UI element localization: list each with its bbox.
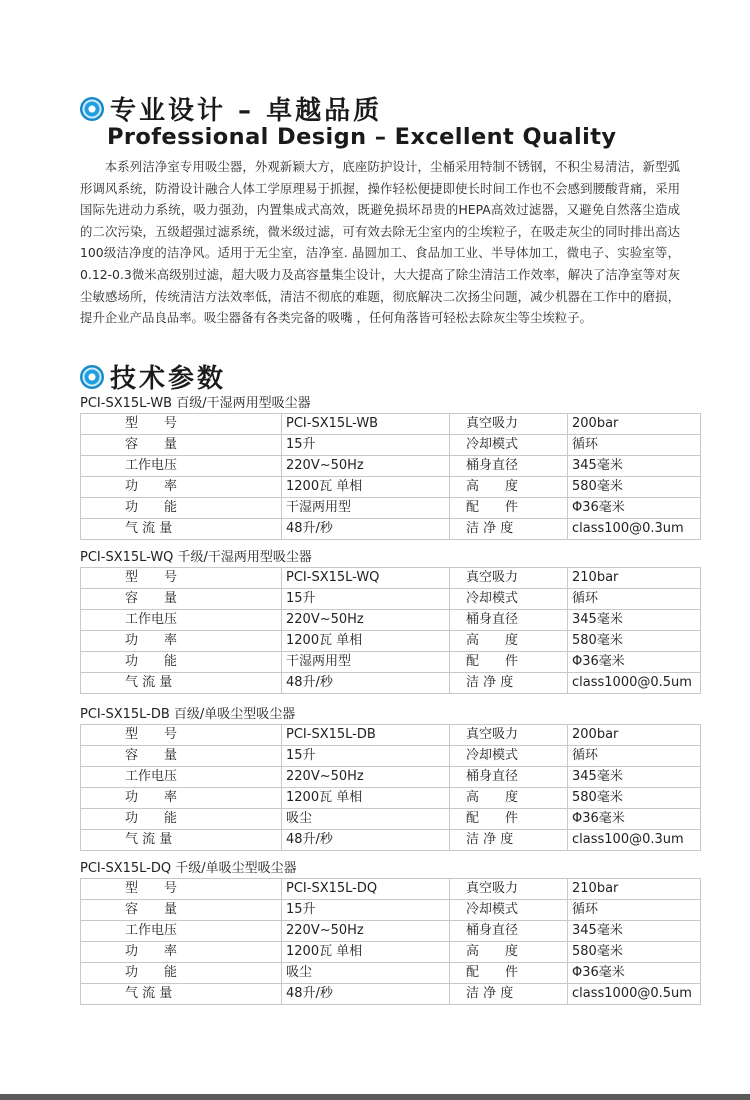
spec-label-cell: 工作电压 — [81, 456, 282, 477]
spec-label-cell: 高 度 — [450, 477, 568, 498]
spec-label-cell: 桶身直径 — [450, 610, 568, 631]
table-row — [81, 942, 701, 963]
table-row — [81, 673, 701, 694]
spec-value-cell: 循环 — [568, 900, 701, 921]
table-row — [81, 725, 701, 746]
spec-value-cell: 200bar — [568, 414, 701, 435]
spec-value-cell: 1200瓦 单相 — [282, 477, 450, 498]
spec-label-cell: 冷却模式 — [450, 900, 568, 921]
spec-value-cell: 220V~50Hz — [282, 921, 450, 942]
spec-label-cell: 真空吸力 — [450, 879, 568, 900]
spec-value-cell: 1200瓦 单相 — [282, 631, 450, 652]
spec-value-cell: class100@0.3um — [568, 830, 701, 851]
section-design-heading — [80, 90, 382, 127]
spec-label-cell: 型 号 — [81, 414, 282, 435]
spec-value-cell: 220V~50Hz — [282, 767, 450, 788]
table-row — [81, 568, 701, 589]
model-spec-block — [80, 860, 692, 1005]
spec-label-cell: 桶身直径 — [450, 767, 568, 788]
spec-label-cell: 洁 净 度 — [450, 830, 568, 851]
model-caption: PCI-SX15L-DQ 千级/单吸尘型吸尘器 — [80, 861, 297, 876]
spec-value-cell: 220V~50Hz — [282, 456, 450, 477]
section-specs-heading — [80, 358, 226, 395]
spec-label-cell: 容 量 — [81, 746, 282, 767]
spec-value-cell: 干湿两用型 — [282, 652, 450, 673]
spec-label-cell: 气 流 量 — [81, 673, 282, 694]
table-row — [81, 767, 701, 788]
spec-label-cell: 冷却模式 — [450, 746, 568, 767]
spec-label-cell: 洁 净 度 — [450, 984, 568, 1005]
model-caption: PCI-SX15L-WQ 千级/干湿两用型吸尘器 — [80, 550, 312, 565]
model-spec-block — [80, 549, 692, 694]
table-row — [81, 830, 701, 851]
spec-value-cell: 48升/秒 — [282, 519, 450, 540]
spec-label-cell: 配 件 — [450, 963, 568, 984]
spec-value-cell: 48升/秒 — [282, 830, 450, 851]
table-row — [81, 879, 701, 900]
spec-value-cell: 210bar — [568, 879, 701, 900]
spec-value-cell: Φ36毫米 — [568, 498, 701, 519]
spec-value-cell: class1000@0.5um — [568, 673, 701, 694]
table-row — [81, 788, 701, 809]
spec-value-cell: 15升 — [282, 589, 450, 610]
spec-label-cell: 功 率 — [81, 631, 282, 652]
spec-value-cell: 吸尘 — [282, 963, 450, 984]
spec-value-cell: 15升 — [282, 746, 450, 767]
spec-label-cell: 高 度 — [450, 788, 568, 809]
spec-label-cell: 配 件 — [450, 652, 568, 673]
table-row — [81, 456, 701, 477]
table-row — [81, 631, 701, 652]
spec-value-cell: PCI-SX15L-DB — [282, 725, 450, 746]
spec-label-cell: 工作电压 — [81, 767, 282, 788]
spec-label-cell: 功 能 — [81, 963, 282, 984]
spec-value-cell: 15升 — [282, 900, 450, 921]
table-row — [81, 809, 701, 830]
english-subtitle: Professional Design – Excellent Quality — [107, 124, 617, 150]
spec-label-cell: 容 量 — [81, 900, 282, 921]
table-row — [81, 589, 701, 610]
spec-value-cell: Φ36毫米 — [568, 809, 701, 830]
table-row — [81, 610, 701, 631]
bullet-circle-icon — [80, 97, 104, 121]
spec-label-cell: 型 号 — [81, 879, 282, 900]
spec-value-cell: 1200瓦 单相 — [282, 788, 450, 809]
spec-label-cell: 冷却模式 — [450, 435, 568, 456]
spec-value-cell: 15升 — [282, 435, 450, 456]
bullet-circle-icon — [80, 365, 104, 389]
spec-value-cell: PCI-SX15L-WQ — [282, 568, 450, 589]
table-row — [81, 477, 701, 498]
spec-label-cell: 工作电压 — [81, 610, 282, 631]
spec-label-cell: 高 度 — [450, 631, 568, 652]
table-row — [81, 435, 701, 456]
spec-value-cell: 345毫米 — [568, 921, 701, 942]
spec-value-cell: PCI-SX15L-DQ — [282, 879, 450, 900]
spec-value-cell: 吸尘 — [282, 809, 450, 830]
spec-value-cell: 循环 — [568, 746, 701, 767]
spec-value-cell: PCI-SX15L-WB — [282, 414, 450, 435]
spec-label-cell: 气 流 量 — [81, 519, 282, 540]
table-row — [81, 984, 701, 1005]
spec-value-cell: 48升/秒 — [282, 673, 450, 694]
spec-label-cell: 真空吸力 — [450, 725, 568, 746]
model-spec-block — [80, 395, 684, 540]
table-row — [81, 963, 701, 984]
spec-value-cell: 48升/秒 — [282, 984, 450, 1005]
model-spec-block — [80, 706, 684, 851]
spec-label-cell: 桶身直径 — [450, 921, 568, 942]
spec-label-cell: 洁 净 度 — [450, 673, 568, 694]
spec-label-cell: 容 量 — [81, 589, 282, 610]
spec-value-cell: 580毫米 — [568, 631, 701, 652]
table-row — [81, 498, 701, 519]
spec-table — [80, 724, 701, 851]
spec-value-cell: 200bar — [568, 725, 701, 746]
spec-value-cell: 210bar — [568, 568, 701, 589]
spec-label-cell: 功 能 — [81, 652, 282, 673]
spec-label-cell: 桶身直径 — [450, 456, 568, 477]
spec-value-cell: 1200瓦 单相 — [282, 942, 450, 963]
spec-label-cell: 功 率 — [81, 788, 282, 809]
table-row — [81, 414, 701, 435]
spec-value-cell: 干湿两用型 — [282, 498, 450, 519]
spec-value-cell: 580毫米 — [568, 788, 701, 809]
spec-label-cell: 型 号 — [81, 568, 282, 589]
table-row — [81, 900, 701, 921]
spec-label-cell: 冷却模式 — [450, 589, 568, 610]
spec-value-cell: class1000@0.5um — [568, 984, 701, 1005]
model-caption: PCI-SX15L-WB 百级/干湿两用型吸尘器 — [80, 396, 311, 411]
spec-label-cell: 真空吸力 — [450, 568, 568, 589]
spec-table — [80, 567, 701, 694]
table-row — [81, 519, 701, 540]
intro-paragraph: 本系列洁净室专用吸尘器，外观新颖大方，底座防护设计，尘桶采用特制不锈钢，不积尘易清洁，新型弧形调风系统，防滑设计融合人体工学原理易于抓握，操作轻松便捷即使长时间工作也不会感到腰酸背痛，采用国际先进动力系统，吸力强劲，内置集成式高效，既避免损坏昂贵的HEPA高效过滤器，又避免自然落尘造成的二次污染，五级超强过滤系统，微米级过滤，可有效去除无尘室内的尘埃粒子，在吸走灰尘的同时排出高达100级洁净度的洁净风。适用于无尘室，洁净室. 晶圆加工、食品加工业、半导体加工，微电子、实验室等，0.12-0.3微米高级别过滤，超大吸力及高容量集尘设计，大大提高了除尘清洁工作效率，解决了洁净室等对灰尘敏感场所，传统清洁方法效率低，清洁不彻底的难题，彻底解决二次扬尘问题，减少机器在工作中的磨损，提升企业产品良品率。吸尘器备有各类完备的吸嘴 ，任何角落皆可轻松去除灰尘等尘埃粒子。 — [80, 159, 680, 326]
table-row — [81, 652, 701, 673]
spec-label-cell: 功 能 — [81, 809, 282, 830]
footer-bar — [0, 1094, 750, 1100]
section-title: 专业设计 – 卓越品质 — [110, 96, 383, 126]
spec-label-cell: 真空吸力 — [450, 414, 568, 435]
spec-label-cell: 容 量 — [81, 435, 282, 456]
spec-value-cell: 580毫米 — [568, 477, 701, 498]
model-caption: PCI-SX15L-DB 百级/单吸尘型吸尘器 — [80, 707, 296, 722]
spec-label-cell: 配 件 — [450, 809, 568, 830]
spec-label-cell: 洁 净 度 — [450, 519, 568, 540]
spec-value-cell: Φ36毫米 — [568, 652, 701, 673]
spec-value-cell: 345毫米 — [568, 456, 701, 477]
spec-label-cell: 工作电压 — [81, 921, 282, 942]
spec-table — [80, 413, 701, 540]
spec-value-cell: 345毫米 — [568, 767, 701, 788]
spec-label-cell: 功 能 — [81, 498, 282, 519]
spec-label-cell: 功 率 — [81, 942, 282, 963]
spec-value-cell: 循环 — [568, 435, 701, 456]
spec-label-cell: 功 率 — [81, 477, 282, 498]
table-row — [81, 921, 701, 942]
spec-value-cell: 循环 — [568, 589, 701, 610]
table-row — [81, 746, 701, 767]
spec-label-cell: 高 度 — [450, 942, 568, 963]
spec-value-cell: 580毫米 — [568, 942, 701, 963]
spec-value-cell: 220V~50Hz — [282, 610, 450, 631]
spec-value-cell: 345毫米 — [568, 610, 701, 631]
spec-value-cell: class100@0.3um — [568, 519, 701, 540]
spec-label-cell: 气 流 量 — [81, 830, 282, 851]
spec-label-cell: 配 件 — [450, 498, 568, 519]
spec-label-cell: 气 流 量 — [81, 984, 282, 1005]
spec-table — [80, 878, 701, 1005]
spec-value-cell: Φ36毫米 — [568, 963, 701, 984]
spec-label-cell: 型 号 — [81, 725, 282, 746]
section-title: 技术参数 — [110, 364, 227, 394]
